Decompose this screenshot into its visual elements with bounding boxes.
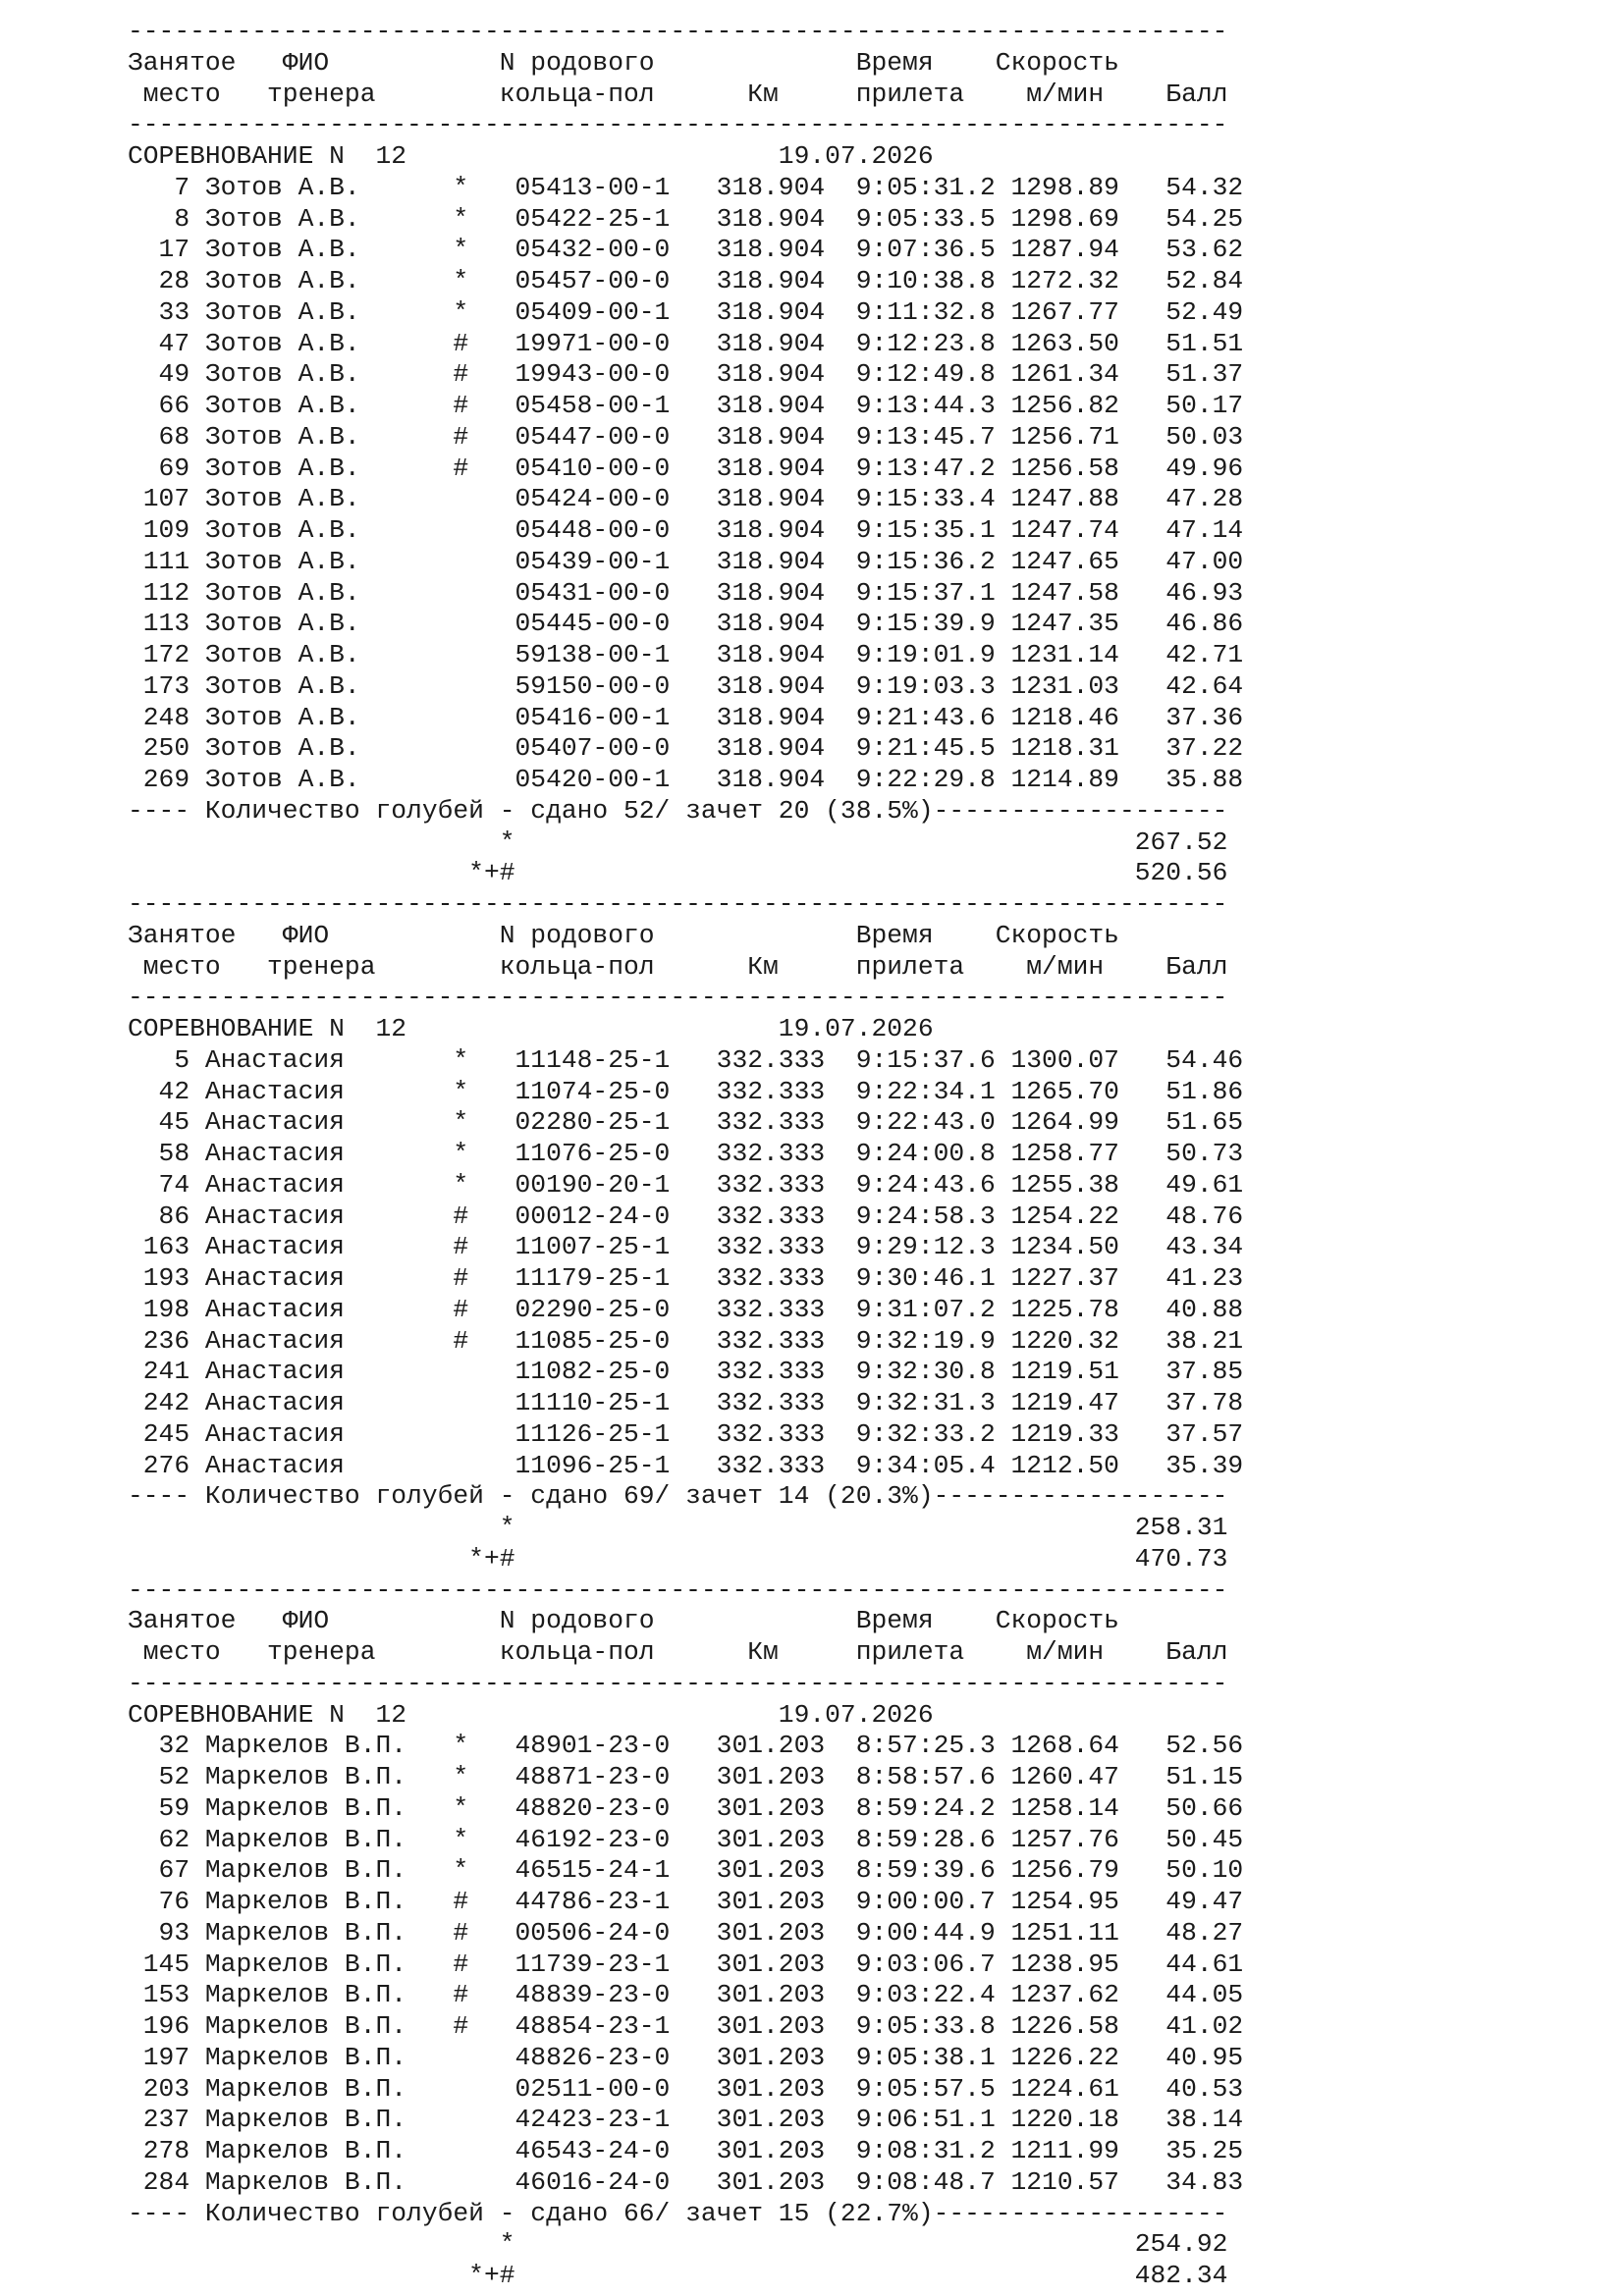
total-all-line: *+# 520.56	[128, 858, 1228, 888]
result-row: 198 Анастасия # 02290-25-0 332.333 9:31:07.2 1225.78 40.88	[128, 1294, 1244, 1324]
column-header-line: Занятое ФИО N родового Время Скорость	[128, 1606, 1119, 1636]
result-row: 62 Маркелов В.П. * 46192-23-0 301.203 8:59:28.6 1257.76 50.45	[128, 1824, 1244, 1854]
result-row: 68 Зотов А.В. # 05447-00-0 318.904 9:13:45.7 1256.71 50.03	[128, 421, 1244, 452]
result-row: 173 Зотов А.В. 59150-00-0 318.904 9:19:03.3 1231.03 42.64	[128, 670, 1244, 701]
result-row: 278 Маркелов В.П. 46543-24-0 301.203 9:08:31.2 1211.99 35.25	[128, 2136, 1244, 2165]
result-row: 93 Маркелов В.П. # 00506-24-0 301.203 9:00:44.9 1251.11 48.27	[128, 1917, 1244, 1948]
result-row: 153 Маркелов В.П. # 48839-23-0 301.203 9:03:22.4 1237.62 44.05	[128, 1980, 1244, 2010]
result-row: 42 Анастасия * 11074-25-0 332.333 9:22:34.1 1265.70 51.86	[128, 1076, 1244, 1106]
result-row: 86 Анастасия # 00012-24-0 332.333 9:24:58.3 1254.22 48.76	[128, 1201, 1244, 1231]
result-row: 276 Анастасия 11096-25-1 332.333 9:34:05.4 1212.50 35.39	[128, 1450, 1244, 1480]
result-row: 196 Маркелов В.П. # 48854-23-1 301.203 9:05:33.8 1226.58 41.02	[128, 2011, 1244, 2041]
result-row: 269 Зотов А.В. 05420-00-1 318.904 9:22:29.8 1214.89 35.88	[128, 765, 1244, 794]
total-all-line: *+# 482.34	[128, 2261, 1228, 2290]
total-all-line: *+# 470.73	[128, 1543, 1228, 1574]
result-row: 66 Зотов А.В. # 05458-00-1 318.904 9:13:44.3 1256.82 50.17	[128, 391, 1244, 420]
result-row: 76 Маркелов В.П. # 44786-23-1 301.203 9:00:00.7 1254.95 49.47	[128, 1887, 1244, 1916]
result-row: 7 Зотов А.В. * 05413-00-1 318.904 9:05:31.2 1298.89 54.32	[128, 172, 1244, 202]
result-row: 58 Анастасия * 11076-25-0 332.333 9:24:00.8 1258.77 50.73	[128, 1139, 1244, 1168]
column-header-line: место тренера кольца-пол Км прилета м/мин Балл	[128, 1637, 1228, 1667]
result-row: 236 Анастасия # 11085-25-0 332.333 9:32:19.9 1220.32 38.21	[128, 1325, 1244, 1356]
result-row: 111 Зотов А.В. 05439-00-1 318.904 9:15:36.2 1247.65 47.00	[128, 546, 1244, 576]
result-row: 52 Маркелов В.П. * 48871-23-0 301.203 8:58:57.6 1260.47 51.15	[128, 1762, 1244, 1791]
competition-title-line: СОРЕВНОВАНИЕ N 12 19.07.2026	[128, 141, 934, 171]
result-row: 245 Анастасия 11126-25-1 332.333 9:32:33.2 1219.33 37.57	[128, 1418, 1244, 1449]
result-row: 284 Маркелов В.П. 46016-24-0 301.203 9:08:48.7 1210.57 34.83	[128, 2166, 1244, 2197]
result-row: 203 Маркелов В.П. 02511-00-0 301.203 9:05:57.5 1224.61 40.53	[128, 2073, 1244, 2104]
pigeon-count-line: ---- Количество голубей - сдано 66/ зачет 15 (22.7%)-------------------	[128, 2198, 1228, 2228]
result-row: 45 Анастасия * 02280-25-1 332.333 9:22:43.0 1264.99 51.65	[128, 1107, 1244, 1138]
separator-line: -----------------------------------------------------------------------	[128, 889, 1228, 919]
result-row: 112 Зотов А.В. 05431-00-0 318.904 9:15:37.1 1247.58 46.93	[128, 577, 1244, 608]
result-row: 33 Зотов А.В. * 05409-00-1 318.904 9:11:32.8 1267.77 52.49	[128, 296, 1244, 327]
result-row: 145 Маркелов В.П. # 11739-23-1 301.203 9:03:06.7 1238.95 44.61	[128, 1949, 1244, 1979]
result-row: 163 Анастасия # 11007-25-1 332.333 9:29:12.3 1234.50 43.34	[128, 1232, 1244, 1262]
result-row: 172 Зотов А.В. 59138-00-1 318.904 9:19:01.9 1231.14 42.71	[128, 640, 1244, 669]
results-report	[128, 17, 1243, 2292]
result-row: 250 Зотов А.В. 05407-00-0 318.904 9:21:45.5 1218.31 37.22	[128, 733, 1244, 764]
result-row: 74 Анастасия * 00190-20-1 332.333 9:24:43.6 1255.38 49.61	[128, 1169, 1244, 1200]
result-row: 107 Зотов А.В. 05424-00-0 318.904 9:15:33.4 1247.88 47.28	[128, 484, 1244, 514]
result-row: 237 Маркелов В.П. 42423-23-1 301.203 9:06:51.1 1220.18 38.14	[128, 2105, 1244, 2135]
result-row: 69 Зотов А.В. # 05410-00-0 318.904 9:13:47.2 1256.58 49.96	[128, 453, 1244, 483]
column-header-line: место тренера кольца-пол Км прилета м/мин Балл	[128, 79, 1228, 109]
result-row: 8 Зотов А.В. * 05422-25-1 318.904 9:05:33.5 1298.69 54.25	[128, 203, 1244, 234]
pigeon-count-line: ---- Количество голубей - сдано 69/ зачет 14 (20.3%)-------------------	[128, 1481, 1228, 1512]
result-row: 59 Маркелов В.П. * 48820-23-0 301.203 8:59:24.2 1258.14 50.66	[128, 1792, 1244, 1823]
column-header-line: Занятое ФИО N родового Время Скорость	[128, 920, 1119, 950]
result-row: 17 Зотов А.В. * 05432-00-0 318.904 9:07:36.5 1287.94 53.62	[128, 235, 1244, 265]
result-row: 241 Анастасия 11082-25-0 332.333 9:32:30.8 1219.51 37.85	[128, 1357, 1244, 1387]
result-row: 47 Зотов А.В. # 19971-00-0 318.904 9:12:23.8 1263.50 51.51	[128, 328, 1244, 358]
total-star-line: * 258.31	[128, 1513, 1228, 1542]
result-row: 67 Маркелов В.П. * 46515-24-1 301.203 8:59:39.6 1256.79 50.10	[128, 1855, 1244, 1886]
result-row: 113 Зотов А.В. 05445-00-0 318.904 9:15:39.9 1247.35 46.86	[128, 609, 1244, 639]
total-star-line: * 254.92	[128, 2229, 1228, 2260]
pigeon-count-line: ---- Количество голубей - сдано 52/ зачет 20 (38.5%)-------------------	[128, 795, 1228, 826]
result-row: 32 Маркелов В.П. * 48901-23-0 301.203 8:57:25.3 1268.64 52.56	[128, 1731, 1244, 1761]
result-row: 109 Зотов А.В. 05448-00-0 318.904 9:15:35.1 1247.74 47.14	[128, 515, 1244, 545]
separator-line: -----------------------------------------------------------------------	[128, 110, 1228, 140]
result-row: 5 Анастасия * 11148-25-1 332.333 9:15:37.6 1300.07 54.46	[128, 1044, 1244, 1075]
separator-line: -----------------------------------------------------------------------	[128, 983, 1228, 1013]
result-row: 193 Анастасия # 11179-25-1 332.333 9:30:46.1 1227.37 41.23	[128, 1263, 1244, 1293]
result-row: 242 Анастасия 11110-25-1 332.333 9:32:31.3 1219.47 37.78	[128, 1388, 1244, 1417]
competition-title-line: СОРЕВНОВАНИЕ N 12 19.07.2026	[128, 1014, 934, 1043]
separator-line: -----------------------------------------------------------------------	[128, 1575, 1228, 1605]
column-header-line: Занятое ФИО N родового Время Скорость	[128, 47, 1119, 78]
result-row: 28 Зотов А.В. * 05457-00-0 318.904 9:10:38.8 1272.32 52.84	[128, 266, 1244, 295]
competition-title-line: СОРЕВНОВАНИЕ N 12 19.07.2026	[128, 1699, 934, 1730]
separator-line: -----------------------------------------------------------------------	[128, 17, 1228, 46]
total-star-line: * 267.52	[128, 827, 1228, 857]
separator-line: -----------------------------------------------------------------------	[128, 1668, 1228, 1698]
result-row: 248 Зотов А.В. 05416-00-1 318.904 9:21:43.6 1218.46 37.36	[128, 702, 1244, 732]
column-header-line: место тренера кольца-пол Км прилета м/мин Балл	[128, 951, 1228, 982]
result-row: 49 Зотов А.В. # 19943-00-0 318.904 9:12:49.8 1261.34 51.37	[128, 359, 1244, 390]
result-row: 197 Маркелов В.П. 48826-23-0 301.203 9:05:38.1 1226.22 40.95	[128, 2042, 1244, 2072]
